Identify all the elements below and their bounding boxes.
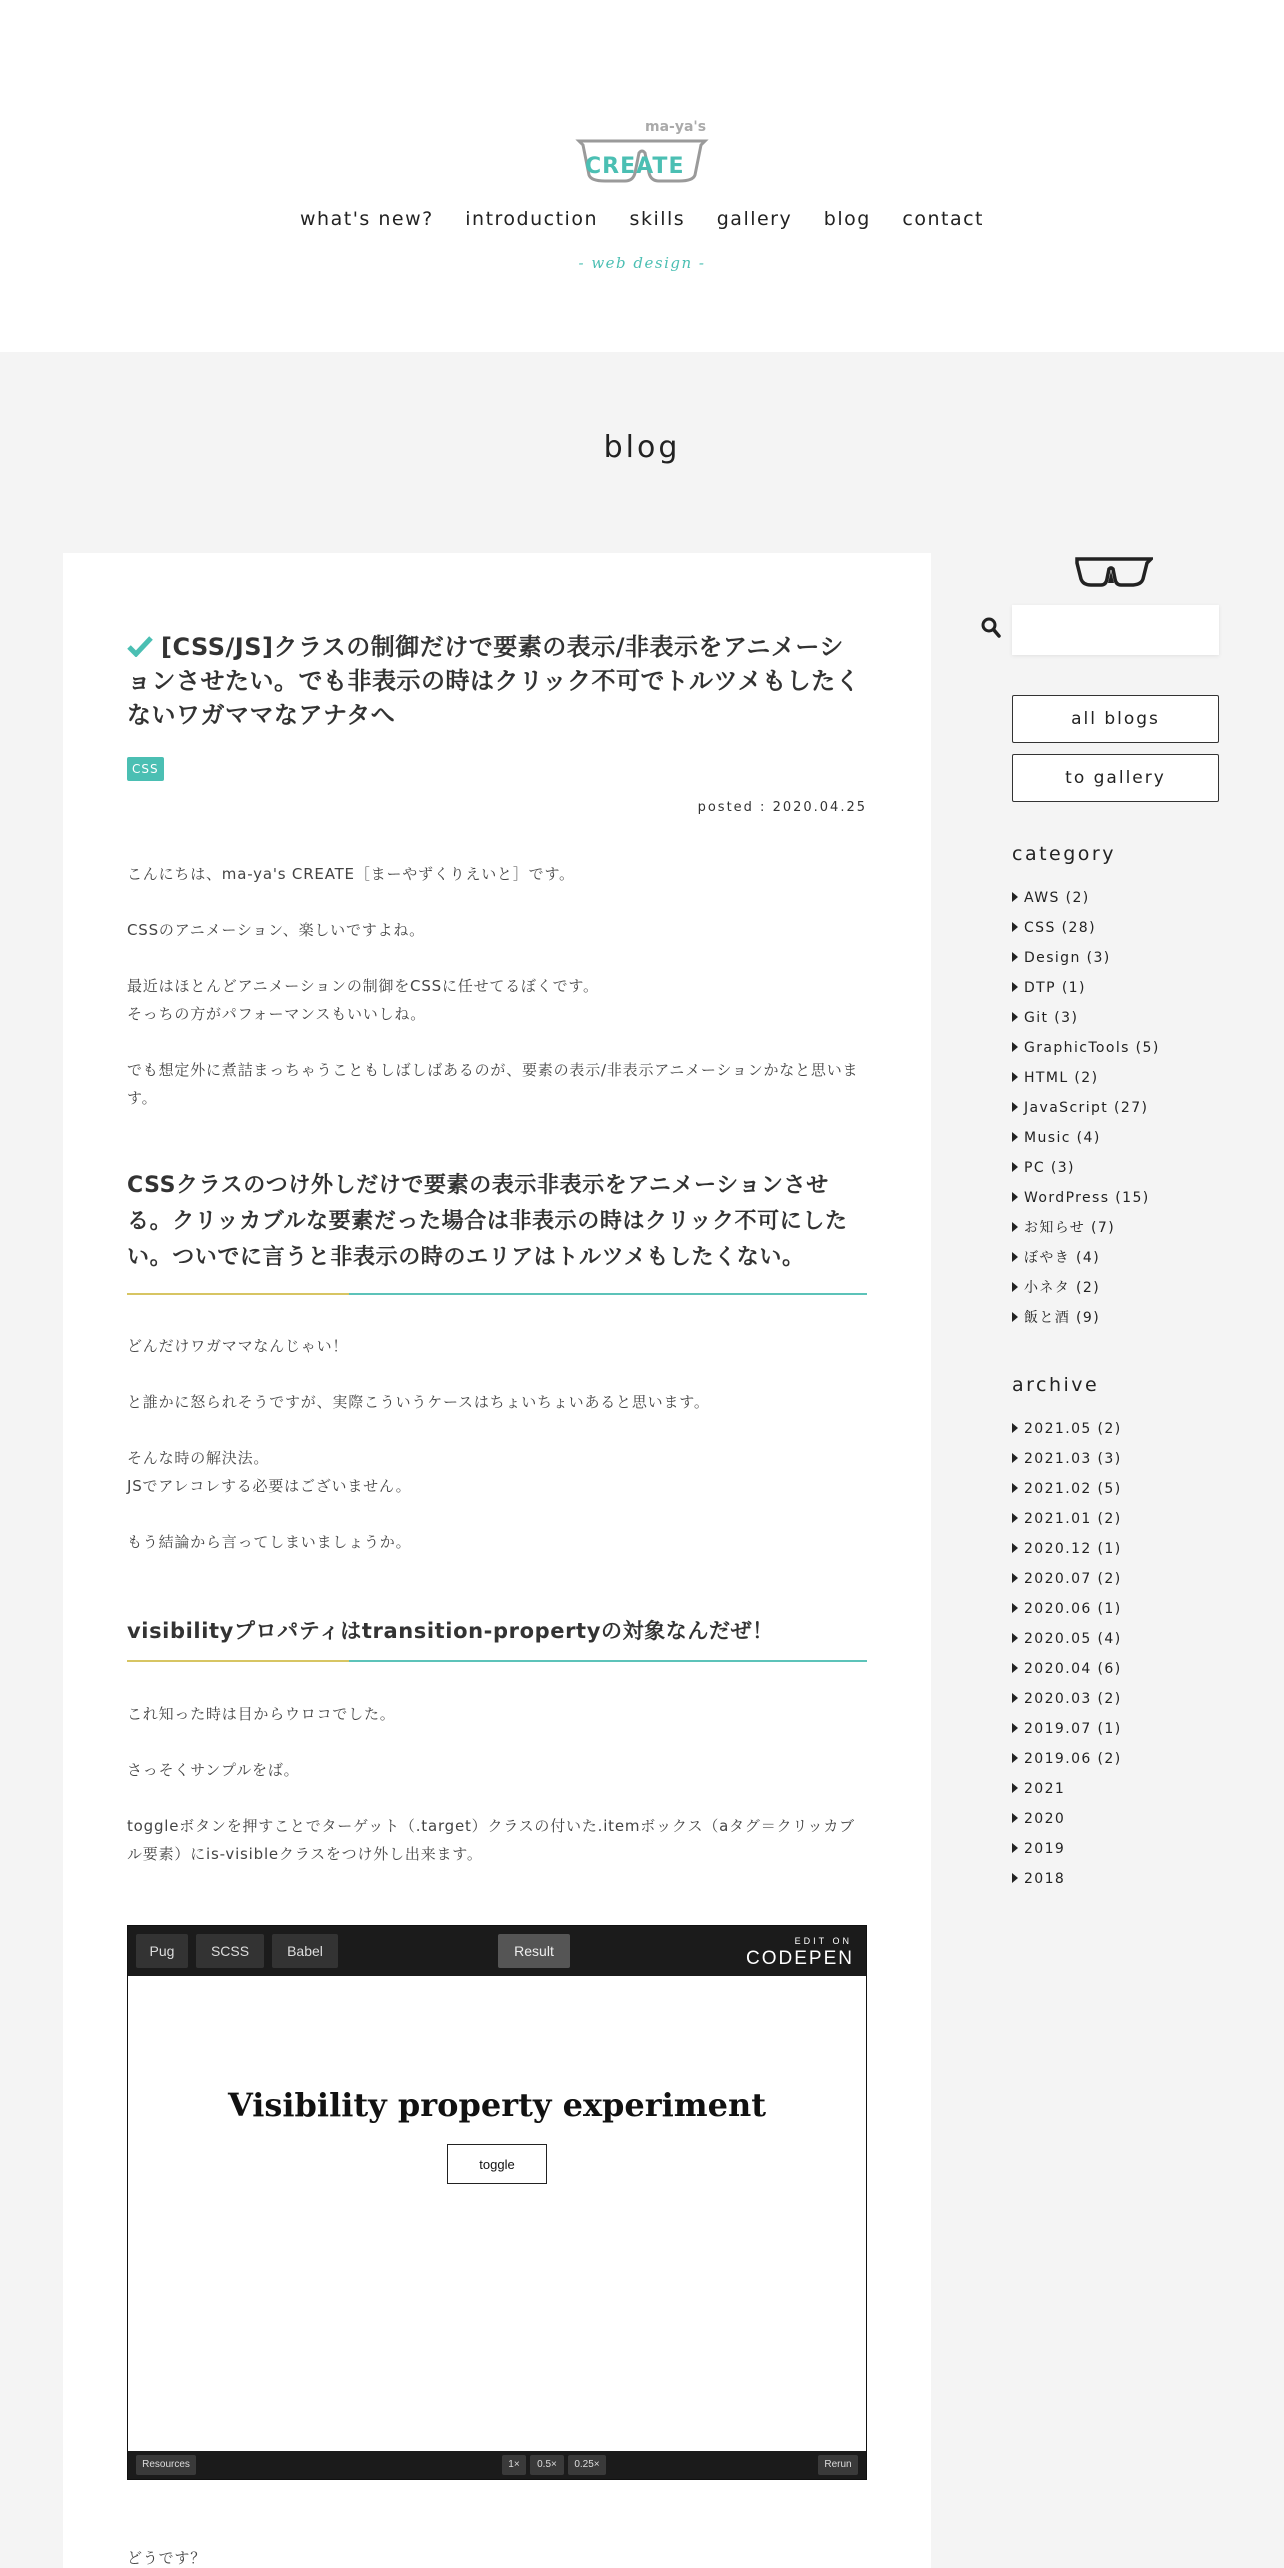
caret-right-icon: [1012, 1843, 1018, 1853]
caret-right-icon: [1012, 1072, 1018, 1082]
paragraph: さっそくサンプルをば。: [127, 1761, 300, 1779]
post-tag-badge[interactable]: CSS: [127, 757, 164, 781]
tab-babel[interactable]: Babel: [272, 1934, 338, 1968]
post-date: posted : 2020.04.25: [697, 800, 867, 815]
zoom-1x-button[interactable]: 1×: [502, 2455, 526, 2475]
archive-item[interactable]: 2021.01 (2): [1012, 1504, 1252, 1534]
nav-gallery[interactable]: gallery: [716, 208, 793, 230]
archive-item[interactable]: 2019.07 (1): [1012, 1714, 1252, 1744]
archive-item[interactable]: 2021.03 (3): [1012, 1444, 1252, 1474]
archive-item[interactable]: 2020.05 (4): [1012, 1624, 1252, 1654]
caret-right-icon: [1012, 1873, 1018, 1883]
paragraph: でも想定外に煮詰まっちゃうこともしばしばあるのが、要素の表示/非表示アニメーションかなと思います。: [127, 1061, 859, 1107]
edit-on-label[interactable]: EDIT ON: [794, 1936, 852, 1946]
caret-right-icon: [1012, 922, 1018, 932]
caret-right-icon: [1012, 1603, 1018, 1613]
archive-item[interactable]: 2020.04 (6): [1012, 1654, 1252, 1684]
page-title: blog: [603, 430, 681, 465]
archive-item[interactable]: 2020.03 (2): [1012, 1684, 1252, 1714]
caret-right-icon: [1012, 1162, 1018, 1172]
archive-item[interactable]: 2020: [1012, 1804, 1252, 1834]
caret-right-icon: [1012, 1753, 1018, 1763]
paragraph: こんにちは、ma-ya's CREATE［まーやずくりえいと］です。: [127, 865, 575, 883]
caret-right-icon: [1012, 1573, 1018, 1583]
tab-result[interactable]: Result: [498, 1934, 570, 1968]
caret-right-icon: [1012, 1543, 1018, 1553]
caret-right-icon: [1012, 1222, 1018, 1232]
zoom-quarter-button[interactable]: 0.25×: [568, 2455, 606, 2475]
paragraph: 最近はほとんどアニメーションの制御をCSSに任せてるぼくです。: [127, 977, 599, 995]
logo-text-main: CREATE: [585, 154, 685, 179]
nav-whats-new[interactable]: what's new?: [300, 208, 434, 230]
paragraph: どんだけワガママなんじゃい！: [127, 1337, 349, 1355]
category-item[interactable]: HTML (2): [1012, 1063, 1252, 1093]
codepen-footer: [128, 2451, 866, 2479]
category-item[interactable]: DTP (1): [1012, 973, 1252, 1003]
paragraph: JSでアレコレする必要はございません。: [127, 1477, 412, 1495]
toggle-button[interactable]: toggle: [447, 2144, 547, 2184]
category-item[interactable]: AWS (2): [1012, 883, 1252, 913]
paragraph: これ知った時は目からウロコでした。: [127, 1705, 396, 1723]
category-item[interactable]: GraphicTools (5): [1012, 1033, 1252, 1063]
caret-right-icon: [1012, 1783, 1018, 1793]
site-tagline: - web design -: [578, 254, 706, 272]
caret-right-icon: [1012, 892, 1018, 902]
caret-right-icon: [1012, 1513, 1018, 1523]
all-blogs-button[interactable]: all blogs: [1012, 695, 1219, 743]
caret-right-icon: [1012, 1633, 1018, 1643]
archive-item[interactable]: 2019.06 (2): [1012, 1744, 1252, 1774]
archive-item[interactable]: 2021.02 (5): [1012, 1474, 1252, 1504]
archive-item[interactable]: 2020.06 (1): [1012, 1594, 1252, 1624]
caret-right-icon: [1012, 1282, 1018, 1292]
nav-skills[interactable]: skills: [629, 208, 686, 230]
demo-title: Visibility property experiment: [227, 2086, 767, 2124]
caret-right-icon: [1012, 1042, 1018, 1052]
caret-right-icon: [1012, 1312, 1018, 1322]
nav-contact[interactable]: contact: [902, 208, 984, 230]
caret-right-icon: [1012, 1693, 1018, 1703]
tab-scss[interactable]: SCSS: [196, 1934, 264, 1968]
post-title: [127, 630, 867, 732]
category-item[interactable]: Music (4): [1012, 1123, 1252, 1153]
category-item[interactable]: JavaScript (27): [1012, 1093, 1252, 1123]
post-title-text: [CSS/JS]クラスの制御だけで要素の表示/非表示をアニメーションさせたい。でも非表示の時はクリック不可でトルツメもしたくないワガママなアナタへ: [127, 633, 861, 729]
caret-right-icon: [1012, 1252, 1018, 1262]
caret-right-icon: [1012, 952, 1018, 962]
section-heading: CSSクラスのつけ外しだけで要素の表示非表示をアニメーションさせる。クリッカブルな要素だった場合は非表示の時はクリック不可にしたい。ついでに言うと非表示の時のエリアはトルツメもしたくない。: [127, 1173, 848, 1270]
caret-right-icon: [1012, 1012, 1018, 1022]
caret-right-icon: [1012, 1132, 1018, 1142]
category-item[interactable]: PC (3): [1012, 1153, 1252, 1183]
resources-button[interactable]: Resources: [136, 2455, 196, 2475]
category-item[interactable]: 小ネタ (2): [1012, 1273, 1252, 1303]
codepen-toolbar: [128, 1926, 866, 1976]
caret-right-icon: [1012, 1813, 1018, 1823]
archive-heading: archive: [1012, 1374, 1100, 1396]
paragraph: どうです？: [127, 2549, 207, 2567]
category-heading: category: [1012, 843, 1116, 865]
site-header: [0, 0, 1284, 352]
main-nav: [0, 208, 1284, 230]
heading-underline: [127, 1293, 867, 1295]
codepen-result-frame: [128, 1976, 866, 2451]
logo-text-top: ma-ya's: [645, 119, 707, 135]
caret-right-icon: [1012, 1423, 1018, 1433]
search-icon[interactable]: [981, 617, 1001, 639]
search-input[interactable]: [1012, 605, 1219, 655]
nav-introduction[interactable]: introduction: [465, 208, 598, 230]
category-item[interactable]: お知らせ (7): [1012, 1213, 1252, 1243]
paragraph: そっちの方がパフォーマンスもいいしね。: [127, 1005, 427, 1023]
paragraph: そんな時の解決法。: [127, 1449, 270, 1467]
codepen-logo[interactable]: CODEPEN: [746, 1948, 854, 1969]
category-item[interactable]: WordPress (15): [1012, 1183, 1252, 1213]
caret-right-icon: [1012, 1453, 1018, 1463]
caret-right-icon: [1012, 1483, 1018, 1493]
archive-item[interactable]: 2019: [1012, 1834, 1252, 1864]
archive-item[interactable]: 2021.05 (2): [1012, 1414, 1252, 1444]
caret-right-icon: [1012, 1102, 1018, 1112]
category-item[interactable]: CSS (28): [1012, 913, 1252, 943]
check-icon: [127, 635, 153, 657]
caret-right-icon: [1012, 982, 1018, 992]
archive-item[interactable]: 2020.12 (1): [1012, 1534, 1252, 1564]
category-list: [1012, 883, 1252, 1333]
heading-underline: [127, 1660, 867, 1662]
paragraph: toggleボタンを押すことでターゲット（.target）クラスの付いた.itemボックス（aタグ＝クリッカブル要素）にis-visibleクラスをつけ外し出来ます。: [127, 1817, 855, 1863]
paragraph: と誰かに怒られそうですが、実際こういうケースはちょいちょいあると思います。: [127, 1393, 710, 1411]
paragraph: もう結論から言ってしまいましょうか。: [127, 1533, 412, 1551]
archive-item[interactable]: 2018: [1012, 1864, 1252, 1894]
archive-item[interactable]: 2020.07 (2): [1012, 1564, 1252, 1594]
archive-list: [1012, 1414, 1252, 1894]
rerun-button[interactable]: Rerun: [818, 2455, 858, 2475]
paragraph: CSSのアニメーション、楽しいですよね。: [127, 921, 425, 939]
category-item[interactable]: 飯と酒 (9): [1012, 1303, 1252, 1333]
archive-item[interactable]: 2021: [1012, 1774, 1252, 1804]
caret-right-icon: [1012, 1663, 1018, 1673]
category-item[interactable]: Git (3): [1012, 1003, 1252, 1033]
zoom-half-button[interactable]: 0.5×: [530, 2455, 564, 2475]
to-gallery-button[interactable]: to gallery: [1012, 754, 1219, 802]
glasses-icon: [1075, 553, 1153, 589]
category-item[interactable]: ぼやき (4): [1012, 1243, 1252, 1273]
tab-pug[interactable]: Pug: [136, 1934, 188, 1968]
section-subheading: visibilityプロパティはtransition-propertyの対象なんだぜ！: [127, 1619, 774, 1643]
codepen-embed: [127, 1925, 867, 2480]
caret-right-icon: [1012, 1723, 1018, 1733]
caret-right-icon: [1012, 1192, 1018, 1202]
nav-blog[interactable]: blog: [823, 208, 871, 230]
category-item[interactable]: Design (3): [1012, 943, 1252, 973]
site-logo[interactable]: [575, 115, 709, 187]
